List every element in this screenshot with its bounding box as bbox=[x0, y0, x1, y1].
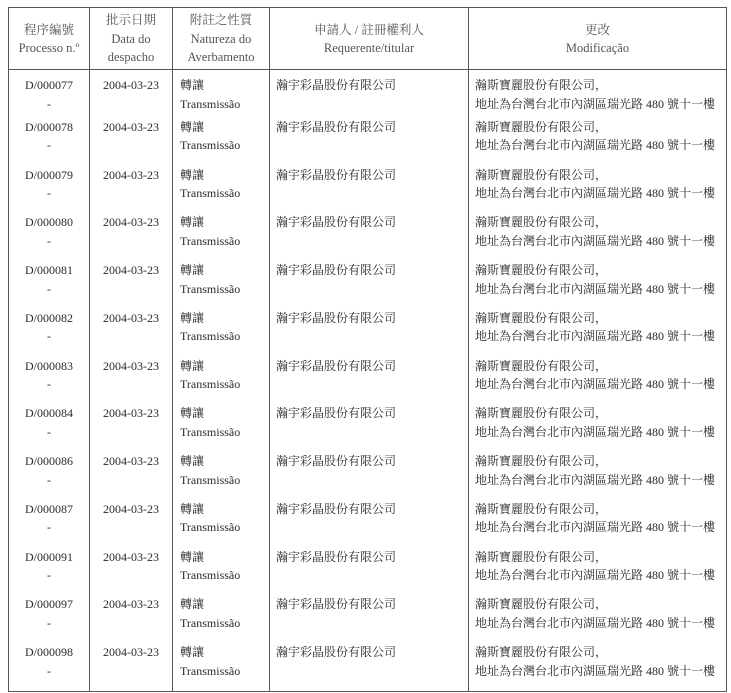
header-natureza-pt2: Averbamento bbox=[187, 50, 255, 65]
header-natureza bbox=[173, 8, 270, 70]
cell-natureza bbox=[173, 548, 270, 596]
header-requerente-pt: Requerente/titular bbox=[323, 41, 415, 55]
header-modificacao-pt: Modificação bbox=[565, 41, 630, 55]
cell-requerente bbox=[270, 261, 469, 309]
cell-modificacao bbox=[469, 452, 727, 500]
requerente-name: 瀚宇彩晶股份有限公司 bbox=[276, 263, 397, 277]
cell-natureza bbox=[173, 213, 270, 261]
processo-sub: - bbox=[47, 377, 51, 391]
despacho-date: 2004-03-23 bbox=[103, 454, 159, 468]
requerente-name: 瀚宇彩晶股份有限公司 bbox=[276, 645, 397, 659]
requerente-name: 瀚宇彩晶股份有限公司 bbox=[276, 215, 397, 230]
natureza-pt: Transmissão bbox=[180, 424, 241, 439]
requerente-name: 瀚宇彩晶股份有限公司 bbox=[276, 119, 397, 134]
cell-data bbox=[90, 261, 173, 309]
cell-modificacao bbox=[469, 309, 727, 357]
natureza-zh: 轉讓 bbox=[180, 263, 205, 277]
header-data-zh: 批示日期 bbox=[105, 13, 156, 28]
cell-processo bbox=[9, 500, 90, 548]
cell-requerente bbox=[270, 118, 469, 166]
cell-requerente bbox=[270, 595, 469, 643]
processo-sub: - bbox=[47, 568, 51, 582]
cell-modificacao bbox=[469, 261, 727, 309]
requerente-name: 瀚宇彩晶股份有限公司 bbox=[276, 78, 397, 92]
cell-modificacao bbox=[469, 500, 727, 548]
processo-number: D/000086 bbox=[25, 454, 73, 468]
cell-data bbox=[90, 309, 173, 357]
table-row bbox=[9, 500, 727, 548]
requerente-name: 瀚宇彩晶股份有限公司 bbox=[276, 358, 397, 373]
processo-sub: - bbox=[47, 186, 51, 200]
cell-natureza bbox=[173, 452, 270, 500]
table-row bbox=[9, 595, 727, 643]
natureza-zh: 轉讓 bbox=[180, 358, 205, 373]
cell-modificacao bbox=[469, 595, 727, 643]
requerente-name: 瀚宇彩晶股份有限公司 bbox=[276, 310, 397, 325]
natureza-zh: 轉讓 bbox=[180, 215, 205, 230]
natureza-zh: 轉讓 bbox=[180, 645, 205, 659]
cell-modificacao bbox=[469, 166, 727, 214]
header-data-pt2: despacho bbox=[107, 50, 155, 65]
processo-number: D/000081 bbox=[25, 263, 73, 277]
modificacao-line-1: 瀚斯寶麗股份有限公司， bbox=[475, 645, 608, 659]
processo-number: D/000084 bbox=[25, 406, 73, 421]
header-processo bbox=[9, 8, 90, 70]
requerente-name: 瀚宇彩晶股份有限公司 bbox=[276, 406, 397, 421]
modificacao-line-2: 地址為台灣台北市內湖區瑞光路 480 號十一樓 bbox=[475, 424, 716, 439]
natureza-zh: 轉讓 bbox=[180, 406, 205, 421]
cell-requerente bbox=[270, 357, 469, 405]
modificacao-line-1: 瀚斯寶麗股份有限公司， bbox=[475, 119, 608, 134]
cell-modificacao bbox=[469, 213, 727, 261]
cell-data bbox=[90, 500, 173, 548]
cell-modificacao bbox=[469, 548, 727, 596]
modificacao-line-2: 地址為台灣台北市內湖區瑞光路 480 號十一樓 bbox=[475, 615, 716, 630]
modificacao-line-2: 地址為台灣台北市內湖區瑞光路 480 號十一樓 bbox=[475, 281, 716, 296]
processo-number: D/000097 bbox=[25, 597, 73, 612]
cell-natureza bbox=[173, 309, 270, 357]
cell-data bbox=[90, 213, 173, 261]
header-processo-pt: Processo n.º bbox=[18, 41, 80, 55]
despacho-date: 2004-03-23 bbox=[103, 167, 159, 182]
table-row bbox=[9, 261, 727, 309]
despacho-date: 2004-03-23 bbox=[103, 119, 159, 134]
header-modificacao bbox=[469, 8, 727, 70]
modificacao-line-2: 地址為台灣台北市內湖區瑞光路 480 號十一樓 bbox=[475, 186, 716, 200]
table-row bbox=[9, 452, 727, 500]
processo-sub: - bbox=[47, 281, 51, 296]
header-requerente bbox=[270, 8, 469, 70]
modificacao-line-1: 瀚斯寶麗股份有限公司， bbox=[475, 263, 608, 277]
cell-requerente bbox=[270, 166, 469, 214]
cell-processo bbox=[9, 309, 90, 357]
cell-data bbox=[90, 452, 173, 500]
natureza-zh: 轉讓 bbox=[180, 597, 205, 612]
natureza-pt: Transmissão bbox=[180, 186, 241, 200]
cell-natureza bbox=[173, 118, 270, 166]
modificacao-line-1: 瀚斯寶麗股份有限公司， bbox=[475, 549, 608, 564]
table-row bbox=[9, 548, 727, 596]
processo-sub: - bbox=[47, 138, 51, 153]
natureza-zh: 轉讓 bbox=[180, 119, 205, 134]
natureza-pt: Transmissão bbox=[180, 281, 241, 296]
processo-number: D/000077 bbox=[25, 78, 73, 92]
cell-processo bbox=[9, 548, 90, 596]
despacho-date: 2004-03-23 bbox=[103, 215, 159, 230]
cell-natureza bbox=[173, 70, 270, 118]
modificacao-line-1: 瀚斯寶麗股份有限公司， bbox=[475, 501, 608, 516]
cell-natureza bbox=[173, 643, 270, 691]
processo-number: D/000083 bbox=[25, 358, 73, 373]
requerente-name: 瀚宇彩晶股份有限公司 bbox=[276, 597, 397, 612]
processo-number: D/000091 bbox=[25, 549, 73, 564]
modificacao-line-1: 瀚斯寶麗股份有限公司， bbox=[475, 406, 608, 421]
despacho-date: 2004-03-23 bbox=[103, 310, 159, 325]
modificacao-line-1: 瀚斯寶麗股份有限公司， bbox=[475, 310, 608, 325]
natureza-zh: 轉讓 bbox=[180, 78, 205, 92]
modificacao-line-2: 地址為台灣台北市內湖區瑞光路 480 號十一樓 bbox=[475, 472, 716, 487]
cell-natureza bbox=[173, 261, 270, 309]
header-data-pt1: Data do bbox=[111, 31, 151, 46]
cell-requerente bbox=[270, 643, 469, 691]
averbamento-table bbox=[8, 7, 727, 692]
processo-number: D/000078 bbox=[25, 119, 73, 134]
despacho-date: 2004-03-23 bbox=[103, 263, 159, 277]
modificacao-line-1: 瀚斯寶麗股份有限公司， bbox=[475, 78, 608, 92]
table-row bbox=[9, 70, 727, 118]
modificacao-line-2: 地址為台灣台北市內湖區瑞光路 480 號十一樓 bbox=[475, 329, 716, 344]
cell-requerente bbox=[270, 404, 469, 452]
natureza-pt: Transmissão bbox=[180, 329, 241, 344]
requerente-name: 瀚宇彩晶股份有限公司 bbox=[276, 549, 397, 564]
modificacao-line-2: 地址為台灣台北市內湖區瑞光路 480 號十一樓 bbox=[475, 96, 716, 111]
table-row bbox=[9, 357, 727, 405]
cell-data bbox=[90, 595, 173, 643]
cell-processo bbox=[9, 643, 90, 691]
processo-number: D/000098 bbox=[25, 645, 73, 659]
modificacao-line-1: 瀚斯寶麗股份有限公司， bbox=[475, 597, 608, 612]
header-natureza-zh: 附註之性質 bbox=[189, 13, 253, 28]
cell-natureza bbox=[173, 500, 270, 548]
cell-data bbox=[90, 548, 173, 596]
processo-sub: - bbox=[47, 472, 51, 487]
table-row bbox=[9, 643, 727, 691]
despacho-date: 2004-03-23 bbox=[103, 549, 159, 564]
natureza-pt: Transmissão bbox=[180, 520, 241, 535]
cell-processo bbox=[9, 357, 90, 405]
cell-requerente bbox=[270, 500, 469, 548]
cell-modificacao bbox=[469, 118, 727, 166]
cell-natureza bbox=[173, 166, 270, 214]
cell-processo bbox=[9, 261, 90, 309]
cell-processo bbox=[9, 213, 90, 261]
despacho-date: 2004-03-23 bbox=[103, 406, 159, 421]
table-row bbox=[9, 213, 727, 261]
cell-requerente bbox=[270, 213, 469, 261]
cell-data bbox=[90, 357, 173, 405]
cell-data bbox=[90, 643, 173, 691]
processo-number: D/000079 bbox=[25, 167, 73, 182]
natureza-pt: Transmissão bbox=[180, 472, 241, 487]
header-modificacao-zh: 更改 bbox=[584, 22, 610, 37]
modificacao-line-2: 地址為台灣台北市內湖區瑞光路 480 號十一樓 bbox=[475, 520, 716, 535]
processo-sub: - bbox=[47, 615, 51, 630]
despacho-date: 2004-03-23 bbox=[103, 501, 159, 516]
cell-modificacao bbox=[469, 357, 727, 405]
header-row bbox=[9, 8, 727, 70]
modificacao-line-2: 地址為台灣台北市內湖區瑞光路 480 號十一樓 bbox=[475, 233, 716, 248]
natureza-pt: Transmissão bbox=[180, 615, 241, 630]
cell-requerente bbox=[270, 309, 469, 357]
processo-sub: - bbox=[47, 96, 51, 111]
cell-processo bbox=[9, 452, 90, 500]
cell-processo bbox=[9, 595, 90, 643]
requerente-name: 瀚宇彩晶股份有限公司 bbox=[276, 501, 397, 516]
cell-data bbox=[90, 404, 173, 452]
natureza-pt: Transmissão bbox=[180, 568, 241, 582]
despacho-date: 2004-03-23 bbox=[103, 597, 159, 612]
header-data bbox=[90, 8, 173, 70]
processo-sub: - bbox=[47, 329, 51, 344]
table-row bbox=[9, 404, 727, 452]
cell-requerente bbox=[270, 452, 469, 500]
cell-data bbox=[90, 70, 173, 118]
cell-processo bbox=[9, 118, 90, 166]
processo-number: D/000087 bbox=[25, 501, 73, 516]
processo-number: D/000082 bbox=[25, 310, 73, 325]
cell-modificacao bbox=[469, 70, 727, 118]
natureza-zh: 轉讓 bbox=[180, 549, 205, 564]
cell-processo bbox=[9, 404, 90, 452]
requerente-name: 瀚宇彩晶股份有限公司 bbox=[276, 167, 397, 182]
cell-natureza bbox=[173, 357, 270, 405]
cell-requerente bbox=[270, 70, 469, 118]
processo-sub: - bbox=[47, 233, 51, 248]
natureza-pt: Transmissão bbox=[180, 96, 241, 111]
modificacao-line-2: 地址為台灣台北市內湖區瑞光路 480 號十一樓 bbox=[475, 663, 716, 678]
cell-processo bbox=[9, 166, 90, 214]
natureza-pt: Transmissão bbox=[180, 377, 241, 391]
despacho-date: 2004-03-23 bbox=[103, 358, 159, 373]
cell-data bbox=[90, 166, 173, 214]
cell-requerente bbox=[270, 548, 469, 596]
modificacao-line-1: 瀚斯寶麗股份有限公司， bbox=[475, 454, 608, 468]
processo-sub: - bbox=[47, 424, 51, 439]
table-body bbox=[9, 70, 727, 692]
processo-sub: - bbox=[47, 663, 51, 678]
table-row bbox=[9, 118, 727, 166]
modificacao-line-1: 瀚斯寶麗股份有限公司， bbox=[475, 167, 608, 182]
cell-natureza bbox=[173, 404, 270, 452]
modificacao-line-1: 瀚斯寶麗股份有限公司， bbox=[475, 215, 608, 230]
natureza-zh: 轉讓 bbox=[180, 167, 205, 182]
table-row bbox=[9, 166, 727, 214]
cell-data bbox=[90, 118, 173, 166]
despacho-date: 2004-03-23 bbox=[103, 645, 159, 659]
cell-modificacao bbox=[469, 404, 727, 452]
processo-number: D/000080 bbox=[25, 215, 73, 230]
natureza-pt: Transmissão bbox=[180, 663, 241, 678]
natureza-pt: Transmissão bbox=[180, 233, 241, 248]
natureza-zh: 轉讓 bbox=[180, 454, 205, 468]
header-processo-zh: 程序編號 bbox=[23, 22, 74, 37]
header-requerente-zh: 申請人 / 註冊權利人 bbox=[314, 22, 424, 37]
modificacao-line-2: 地址為台灣台北市內湖區瑞光路 480 號十一樓 bbox=[475, 568, 716, 582]
natureza-zh: 轉讓 bbox=[180, 501, 205, 516]
cell-natureza bbox=[173, 595, 270, 643]
modificacao-line-1: 瀚斯寶麗股份有限公司， bbox=[475, 358, 608, 373]
processo-sub: - bbox=[47, 520, 51, 535]
natureza-zh: 轉讓 bbox=[180, 310, 205, 325]
cell-processo bbox=[9, 70, 90, 118]
table-row bbox=[9, 309, 727, 357]
natureza-pt: Transmissão bbox=[180, 138, 241, 153]
cell-modificacao bbox=[469, 643, 727, 691]
modificacao-line-2: 地址為台灣台北市內湖區瑞光路 480 號十一樓 bbox=[475, 138, 716, 153]
despacho-date: 2004-03-23 bbox=[103, 78, 159, 92]
modificacao-line-2: 地址為台灣台北市內湖區瑞光路 480 號十一樓 bbox=[475, 377, 716, 391]
header-natureza-pt1: Natureza do bbox=[190, 31, 252, 46]
requerente-name: 瀚宇彩晶股份有限公司 bbox=[276, 454, 397, 468]
